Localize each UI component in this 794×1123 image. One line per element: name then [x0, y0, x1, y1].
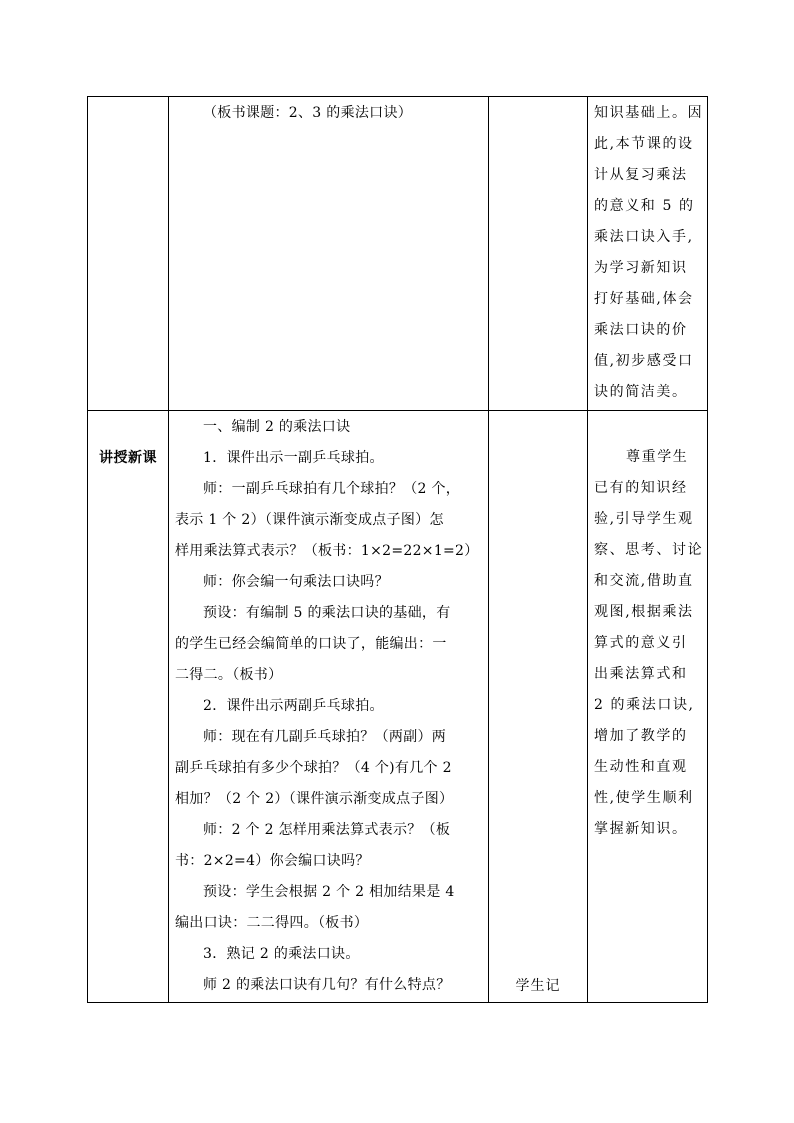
- content-line: 相加？（2 个 2）（课件演示渐变成点子图）: [175, 791, 454, 807]
- content-line: 师 2 的乘法口诀有几句？有什么特点？: [203, 977, 451, 993]
- stage-cell: [88, 97, 169, 411]
- intent-line: 增加了教学的: [594, 728, 688, 744]
- content-line: 二得二。（板书）: [175, 667, 283, 683]
- content-line: 的学生已经会编简单的口诀了，能编出：一: [175, 636, 447, 652]
- design-intent-cell: [588, 411, 708, 1003]
- content-line: 书：2×2=4）你会编口诀吗？: [175, 853, 370, 869]
- content-line: 一、编制 2 的乘法口诀: [203, 419, 351, 435]
- intent-line: 为学习新知识: [594, 260, 688, 276]
- student-activity-cell: [489, 97, 588, 411]
- intent-line: 已有的知识经: [594, 480, 688, 496]
- content-line: 2．课件出示两副乒乓球拍。: [203, 698, 384, 714]
- intent-line: 出乘法算式和: [594, 666, 688, 682]
- content-line: 师：一副乒乓球拍有几个球拍？（2 个，: [203, 481, 461, 497]
- intent-line: 计从复习乘法: [594, 167, 688, 183]
- content-cell: [169, 97, 489, 411]
- intent-line: 验,引导学生观: [594, 511, 694, 527]
- content-line: （板书课题：2、3 的乘法口诀）: [203, 105, 413, 121]
- intent-line: 算式的意义引: [594, 635, 688, 651]
- table-row: [88, 97, 708, 411]
- intent-line: 察、思考、讨论: [594, 542, 704, 558]
- content-line: 师：你会编一句乘法口诀吗？: [203, 574, 389, 590]
- intent-line: 性,使学生顺利: [594, 790, 694, 806]
- intent-line: 的意义和 5 的: [594, 198, 695, 214]
- content-line: 师：2 个 2 怎样用乘法算式表示？（板: [203, 822, 451, 838]
- intent-line: 2 的乘法口诀,: [594, 697, 695, 713]
- content-line: 样用乘法算式表示？（板书：1×2=22×1=2）: [175, 543, 479, 559]
- stage-cell: [88, 411, 169, 1003]
- intent-line: 和交流,借助直: [594, 573, 694, 589]
- intent-line: 乘法口诀入手,: [594, 229, 694, 245]
- intent-line: 此,本节课的设: [594, 136, 694, 152]
- content-line: 1．课件出示一副乒乓球拍。: [203, 450, 384, 466]
- content-line: 编出口诀：二二得四。（板书）: [175, 915, 369, 931]
- content-cell: [169, 411, 489, 1003]
- design-intent-cell: [588, 97, 708, 411]
- intent-line: 尊重学生: [626, 449, 689, 465]
- intent-line: 知识基础上。因: [594, 105, 704, 121]
- content-line: 师：现在有几副乒乓球拍？（两副）两: [203, 729, 447, 745]
- stage-label: 讲授新课: [99, 450, 157, 466]
- intent-line: 诀的简洁美。: [594, 384, 688, 400]
- stage-label: [88, 97, 168, 129]
- content-line: 副乒乓球拍有多少个球拍？（4 个)有几个 2: [175, 760, 452, 776]
- student-activity-text: 学生记: [515, 978, 561, 994]
- lesson-plan-table: [87, 96, 708, 1003]
- intent-line: 打好基础,体会: [594, 291, 694, 307]
- content-line: 预设：有编制 5 的乘法口诀的基础，有: [203, 605, 451, 621]
- intent-line: 掌握新知识。: [594, 821, 688, 837]
- content-line: 预设：学生会根据 2 个 2 相加结果是 4: [203, 884, 455, 900]
- intent-line: 值,初步感受口: [594, 353, 694, 369]
- intent-line: 观图,根据乘法: [594, 604, 694, 620]
- content-line: 表示 1 个 2）（课件演示渐变成点子图）怎: [175, 512, 444, 528]
- content-line: 3．熟记 2 的乘法口诀。: [203, 946, 360, 962]
- intent-line: 生动性和直观: [594, 759, 688, 775]
- table-row: [88, 411, 708, 1003]
- intent-line: 乘法口诀的价: [594, 322, 688, 338]
- student-activity-cell: [489, 411, 588, 1003]
